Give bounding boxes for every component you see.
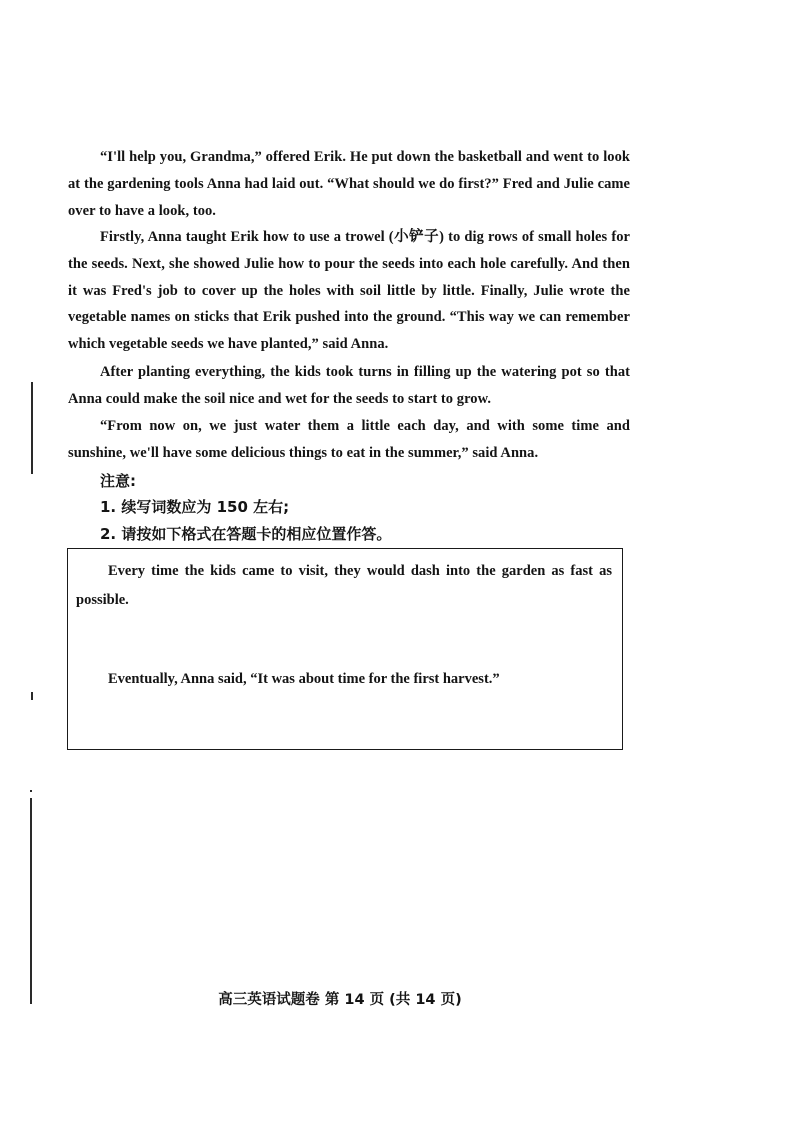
scan-mark-tick [31, 692, 33, 700]
opening-sentence: Every time the kids came to visit, they would dash into the garden as fast as possible. [76, 563, 612, 608]
passage-paragraph-4: “From now on, we just water them a little each day, and with some time and sunshine, we'll have some delicious things to eat in the summer,” said Anna. [68, 418, 630, 461]
notes-item-2: 2. 请按如下格式在答题卡的相应位置作答。 [100, 525, 392, 543]
passage-paragraph-2: Firstly, Anna taught Erik how to use a trowel (小铲子) to dig rows of small holes for the seeds. Next, she showed Julie how to pour the seeds into each hole carefully. And then it was Fred's job to cover up the holes with soil little by little. Finally, Julie wrote the vegetable names on sticks that Erik pushed into the ground. “This way we can remember which vegetable seeds we have planted,” said Anna. [68, 229, 630, 353]
notes-item-1: 1. 续写词数应为 150 左右; [100, 498, 290, 516]
scan-mark-dot [30, 790, 32, 792]
answer-box [67, 548, 623, 750]
passage-paragraph-3: After planting everything, the kids took turns in filling up the watering pot so that Anna could make the soil nice and wet for the seeds to start to grow. [68, 364, 630, 407]
passage-paragraph-1: “I'll help you, Grandma,” offered Erik. He put down the basketball and went to look at the gardening tools Anna had laid out. “What should we do first?” Fred and Julie came over to have a look, too. [68, 149, 630, 219]
closing-sentence: Eventually, Anna said, “It was about time for the first harvest.” [108, 671, 500, 687]
scan-mark-line [31, 382, 33, 474]
page-footer: 高三英语试题卷 第 14 页 (共 14 页) [218, 992, 462, 1008]
scan-mark-line [30, 798, 32, 1004]
notes-heading: 注意: [100, 472, 136, 490]
